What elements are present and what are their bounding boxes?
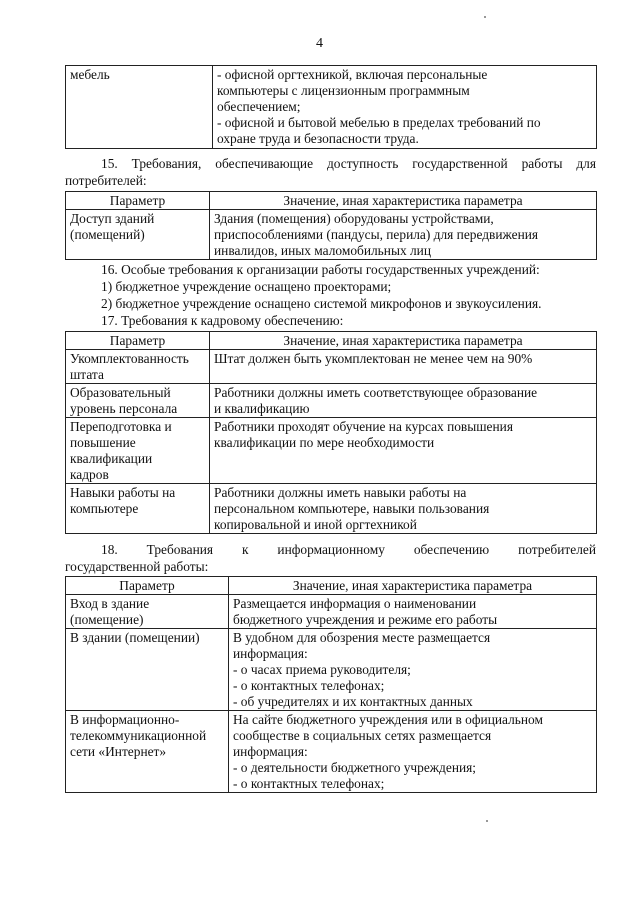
header-param: Параметр — [66, 577, 229, 595]
page-number: 4 — [316, 36, 323, 51]
table-row — [66, 629, 597, 711]
param-cell: мебель — [66, 66, 213, 149]
param-cell: Навыки работы на компьютере — [66, 484, 210, 534]
param-cell: Доступ зданий (помещений) — [66, 210, 210, 260]
accessibility-table — [65, 191, 597, 260]
information-table — [65, 576, 597, 793]
param-cell: Укомплектованность штата — [66, 350, 210, 384]
value-cell: Работники проходят обучение на курсах повышения квалификации по мере необходимости — [210, 418, 597, 484]
table-row — [66, 711, 597, 793]
staffing-table — [65, 331, 597, 534]
header-param: Параметр — [66, 332, 210, 350]
table-row — [66, 418, 597, 484]
table-header-row — [66, 192, 597, 210]
table-row — [66, 210, 597, 260]
value-cell: Работники должны иметь соответствующее образование и квалификацию — [210, 384, 597, 418]
section-16-line-2: 1) бюджетное учреждение оснащено проекторами; — [101, 279, 392, 294]
value-cell: На сайте бюджетного учреждения или в официальном сообществе в социальных сетях размещается информация: - о деятельности бюджетного учреждения; - о контактных телефонах; — [229, 711, 597, 793]
value-cell: Размещается информация о наименовании бюджетного учреждения и режиме его работы — [229, 595, 597, 629]
table-header-row — [66, 577, 597, 595]
value-cell: Штат должен быть укомплектован не менее чем на 90% — [210, 350, 597, 384]
section-16-line-3: 2) бюджетное учреждение оснащено системой микрофонов и звукоусиления. — [101, 296, 542, 311]
section-16-line-1: 16. Особые требования к организации работы государственных учреждений: — [101, 262, 540, 277]
param-cell: В информационно- телекоммуникационной сети «Интернет» — [66, 711, 229, 793]
scan-speck — [484, 16, 486, 18]
param-cell: Вход в здание (помещение) — [66, 595, 229, 629]
value-cell: Здания (помещения) оборудованы устройствами, приспособлениями (пандусы, перила) для передвижения инвалидов, иных маломобильных лиц — [210, 210, 597, 260]
header-value: Значение, иная характеристика параметра — [210, 332, 597, 350]
header-value: Значение, иная характеристика параметра — [210, 192, 597, 210]
section-18-line-2: государственной работы: — [65, 559, 209, 574]
param-cell: Образовательный уровень персонала — [66, 384, 210, 418]
scan-speck — [486, 820, 488, 822]
section-15-line-1: 15. Требования, обеспечивающие доступность государственной работы для — [101, 156, 596, 171]
section-18-line-1: 18. Требования к информационному обеспечению потребителей — [101, 542, 596, 557]
section-17-line-1: 17. Требования к кадровому обеспечению: — [101, 313, 344, 328]
param-cell: В здании (помещении) — [66, 629, 229, 711]
equipment-table — [65, 65, 597, 149]
table-row — [66, 350, 597, 384]
header-value: Значение, иная характеристика параметра — [229, 577, 597, 595]
table-row — [66, 384, 597, 418]
table-header-row — [66, 332, 597, 350]
value-cell: В удобном для обозрения месте размещается информация: - о часах приема руководителя; - о контактных телефонах; - об учредителях и их контактных данных — [229, 629, 597, 711]
section-15-line-2: потребителей: — [65, 173, 147, 188]
table-row — [66, 484, 597, 534]
table-row — [66, 595, 597, 629]
value-cell: Работники должны иметь навыки работы на персональном компьютере, навыки пользования копировальной и иной оргтехникой — [210, 484, 597, 534]
header-param: Параметр — [66, 192, 210, 210]
value-cell: - офисной оргтехникой, включая персональные компьютеры с лицензионным программным обеспечением; - офисной и бытовой мебелью в пределах требований по охране труда и безопасности труда. — [213, 66, 597, 149]
table-row — [66, 66, 597, 149]
param-cell: Переподготовка и повышение квалификации кадров — [66, 418, 210, 484]
